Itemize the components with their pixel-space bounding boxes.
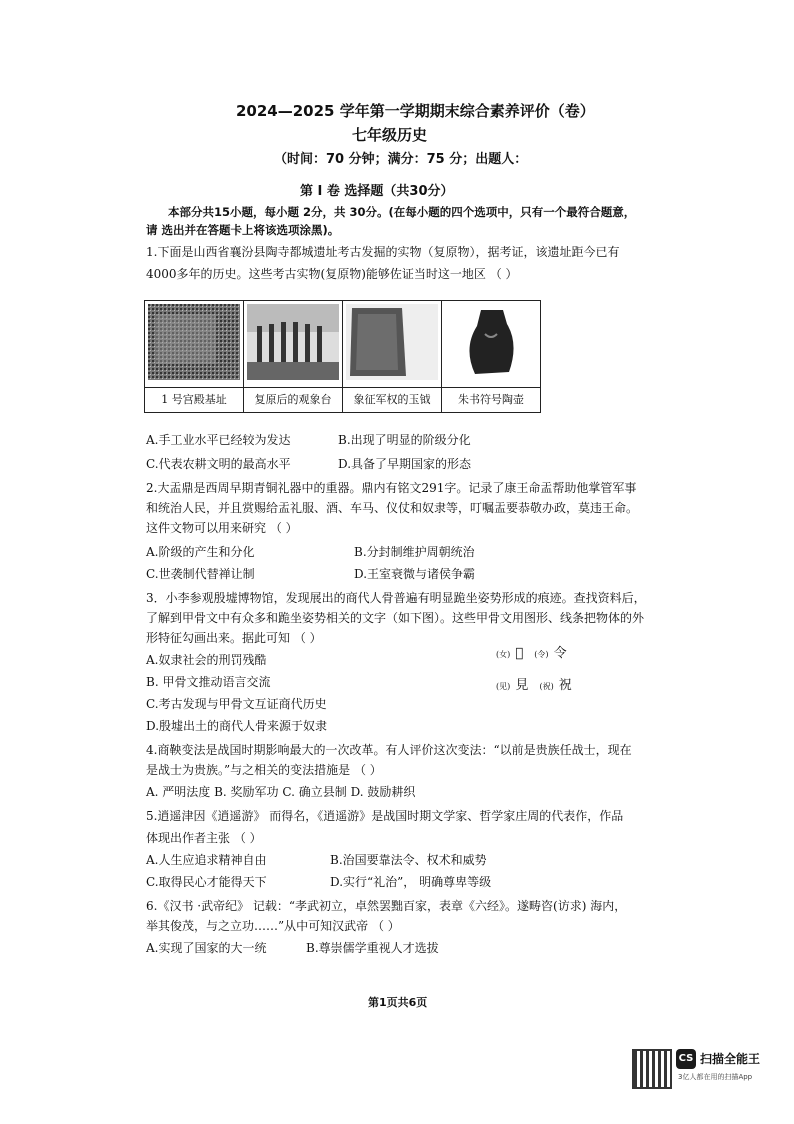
oracle-glyphs-figure-row2	[496, 674, 572, 693]
q3-stem-line3: 形特征勾画出来。据此可知 （ ）	[146, 631, 322, 645]
exam-subtitle: 七年级历史	[352, 126, 428, 144]
q2-option-a: A.阶级的产生和分化	[146, 545, 255, 559]
q3-option-d: D.殷墟出土的商代人骨来源于奴隶	[146, 719, 328, 733]
q3-option-b: B. 甲骨文推动语言交流	[146, 675, 271, 689]
section-instructions-line1: 本部分共15小题，每小题 2分，共 30分。(在每小题的四个选项中，只有一个最符合题意，	[168, 205, 636, 219]
q4-stem-line2: 是战士为贵族。”与之相关的变法措施是 （ ）	[146, 763, 382, 777]
q2-stem-line2: 和统治人民，并且赏赐给盂礼服、酒、车马、仪仗和奴隶等，叮嘱盂要恭敬办政，莫违王命。	[146, 501, 639, 515]
q2-stem-line3: 这件文物可以用来研究 （ ）	[146, 521, 298, 535]
q2-stem-line1: 2.大盂鼎是西周早期青铜礼器中的重器。鼎内有铭文291字。记录了康王命盂帮助他掌管军事	[146, 481, 637, 495]
q1-image-cell	[343, 301, 442, 388]
q3-stem-line1: 3．小李参观殷墟博物馆，发现展出的商代人骨普遍有明显跪坐姿势形成的痕迹。查找资料后，	[146, 591, 646, 605]
jade-axe-image	[346, 304, 438, 380]
q2-option-c: C.世袭制代替禅让制	[146, 567, 255, 581]
q1-stem-line1: 1.下面是山西省襄汾县陶寺都城遗址考古发掘的实物（复原物），据考证，该遗址距今已有	[146, 245, 620, 259]
q1-image-table	[144, 300, 541, 413]
q1-caption-observatory: 复原后的观象台	[244, 388, 343, 413]
q6-stem-line1: 6.《汉书 ·武帝纪》 记载：“孝武初立，卓然罢黜百家，表章《六经》。遂畴咨(访求) 海内，	[146, 899, 627, 913]
pottery-jar-image	[445, 304, 537, 380]
oracle-glyph-ling: 令	[553, 646, 567, 661]
q1-option-b: B.出现了明显的阶级分化	[338, 433, 471, 447]
q1-image-cell	[244, 301, 343, 388]
q5-stem-line1: 5.逍遥津因《逍遥游》 而得名，《逍遥游》是战国时期文学家、哲学家庄周的代表作，作品	[146, 809, 624, 823]
q3-option-c: C.考古发现与甲骨文互证商代历史	[146, 697, 327, 711]
q6-stem-line2: 举其俊茂，与之立功……”从中可知汉武帝 （ ）	[146, 919, 400, 933]
glyph-label-jian: (见)	[496, 682, 511, 691]
q4-stem-line1: 4.商鞅变法是战国时期影响最大的一次改革。有人评价这次变法：“以前是贵族任战士，现在	[146, 743, 632, 757]
q1-option-a: A.手工业水平已经较为发达	[146, 433, 291, 447]
scanner-brand: 扫描全能王	[700, 1052, 761, 1066]
glyph-label-ling: (令)	[534, 650, 549, 659]
q5-option-c: C.取得民心才能得天下	[146, 875, 267, 889]
q5-option-d: D.实行“礼治”， 明确尊卑等级	[330, 875, 492, 889]
q5-stem-line2: 体现出作者主张 （ ）	[146, 831, 262, 845]
q1-caption-palace: 1 号宫殿基址	[145, 388, 244, 413]
oracle-glyph-zhu: 祝	[558, 678, 572, 693]
q6-option-b: B.尊崇儒学重视人才选拔	[306, 941, 439, 955]
scanner-tagline: 3亿人都在用的扫描App	[678, 1073, 753, 1081]
oracle-glyphs-figure	[496, 642, 567, 661]
camscanner-logo-icon: CS	[676, 1049, 696, 1069]
observatory-image	[247, 304, 339, 380]
section-instructions-line2: 请 选出并在答题卡上将该选项涂黑)。	[146, 223, 340, 237]
q1-caption-pottery-jar: 朱书符号陶壶	[442, 388, 541, 413]
glyph-label-nv: (女)	[496, 650, 511, 659]
q5-option-b: B.治国要靠法令、权术和威势	[330, 853, 487, 867]
exam-info: （时间：70 分钟；满分：75 分；出题人：	[274, 152, 528, 167]
q5-option-a: A.人生应追求精神自由	[146, 853, 267, 867]
q3-stem-line2: 了解到甲骨文中有众多和跪坐姿势相关的文字（如下图）。这些甲骨文用图形、线条把物体的外	[146, 611, 645, 625]
q6-option-a: A.实现了国家的大一统	[146, 941, 267, 955]
q1-stem-line2: 4000多年的历史。这些考古实物(复原物)能够佐证当时这一地区 （ ）	[146, 267, 518, 281]
q1-image-cell	[145, 301, 244, 388]
q2-option-b: B.分封制维护周朝统治	[354, 545, 475, 559]
qr-code-icon	[632, 1049, 672, 1089]
page-number: 第1页共6页	[368, 996, 428, 1009]
glyph-label-zhu: (祝)	[539, 682, 554, 691]
q3-option-a: A.奴隶社会的刑罚残酷	[146, 653, 267, 667]
q1-option-c: C.代表农耕文明的最高水平	[146, 457, 291, 471]
q4-options: A. 严明法度 B. 奖励军功 C. 确立县制 D. 鼓励耕织	[146, 785, 416, 799]
q2-option-d: D.王室衰微与诸侯争霸	[354, 567, 476, 581]
q1-image-cell	[442, 301, 541, 388]
oracle-glyph-jian: 見	[515, 678, 529, 693]
q1-caption-jade-axe: 象征军权的玉钺	[343, 388, 442, 413]
section-title: 第 Ⅰ 卷 选择题（共30分）	[300, 184, 454, 199]
q1-option-d: D.具备了早期国家的形态	[338, 457, 472, 471]
oracle-glyph-nv: 𡥞	[515, 646, 524, 661]
exam-title: 2024—2025 学年第一学期期末综合素养评价（卷）	[236, 102, 595, 120]
palace-foundation-image	[148, 304, 240, 380]
